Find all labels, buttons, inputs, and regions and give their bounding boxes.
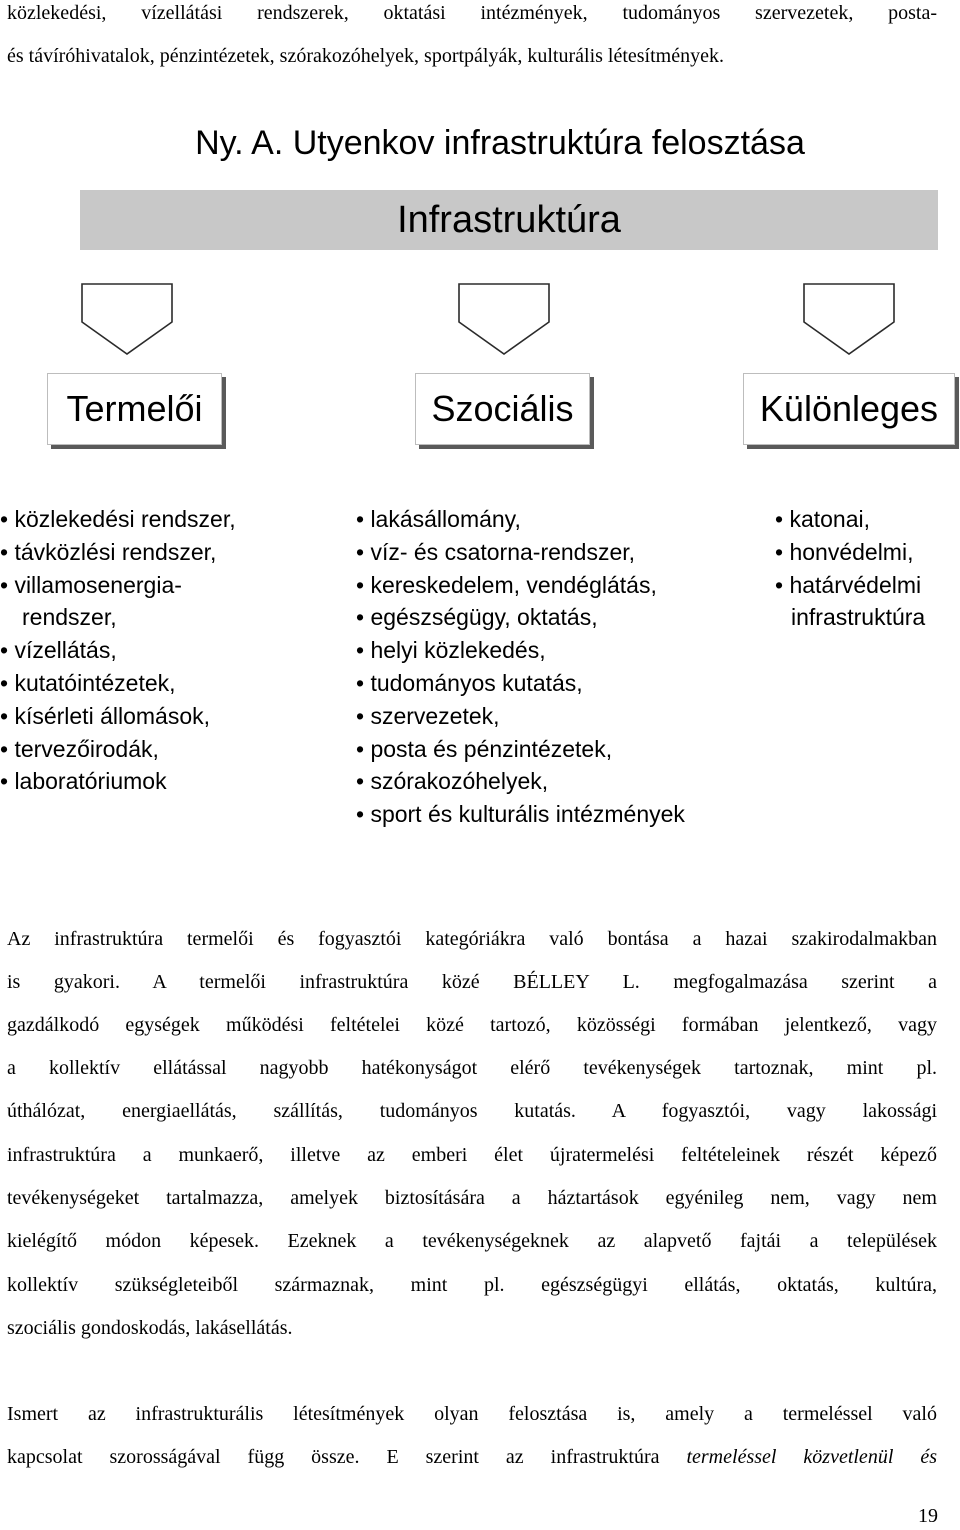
list-item: • kutatóintézetek, <box>0 669 176 696</box>
termeloi-item-list <box>0 503 236 798</box>
paragraph-1-line: Az infrastruktúra termelői és fogyasztói kategóriákra való bontása a hazai szakirodalmakban <box>7 928 937 950</box>
category-label: Szociális <box>431 388 574 429</box>
down-arrow-icon <box>80 282 175 356</box>
category-label: Különleges <box>759 388 939 429</box>
list-item: infrastruktúra <box>791 604 926 631</box>
list-item: • víz- és csatorna-rendszer, <box>356 538 636 565</box>
paragraph-1-line: szociális gondoskodás, lakásellátás. <box>7 1317 293 1339</box>
paragraph-2-line: Ismert az infrastrukturális létesítmények olyan felosztása is, amely a termeléssel való <box>7 1403 937 1425</box>
list-item: • kereskedelem, vendéglátás, <box>356 571 657 598</box>
list-item: rendszer, <box>22 604 117 631</box>
list-item: • honvédelmi, <box>775 538 914 565</box>
list-item: • posta és pénzintézetek, <box>356 735 613 762</box>
top-text-line-1: közlekedési, vízellátási rendszerek, oktatási intézmények, tudományos szervezetek, posta- <box>7 2 937 24</box>
paragraph-1-line: kollektív szükségleteiből származnak, mint pl. egészségügyi ellátás, oktatás, kultúra, <box>7 1274 937 1296</box>
list-item: • tudományos kutatás, <box>356 669 583 696</box>
list-item: • tervezőirodák, <box>0 735 159 762</box>
paragraph-1-line: is gyakori. A termelői infrastruktúra közé BÉLLEY L. megfogalmazása szerint a <box>7 971 937 993</box>
paragraph-2-line <box>7 1446 937 1469</box>
paragraph-1-line: gazdálkodó egységek működési feltételei közé tartozó, közösségi formában jelentkező, vagy <box>7 1014 937 1036</box>
list-item: • katonai, <box>775 506 870 532</box>
banner-label: Infrastruktúra <box>397 198 621 241</box>
list-item: • kísérleti állomások, <box>0 702 211 729</box>
list-item: • laboratóriumok <box>0 768 167 795</box>
list-item: • helyi közlekedés, <box>356 637 546 664</box>
category-termeloi <box>47 373 222 445</box>
page-number: 19 <box>918 1505 938 1527</box>
list-item: • vízellátás, <box>0 637 117 664</box>
list-item: • lakásállomány, <box>356 506 521 532</box>
paragraph-1-line: a kollektív ellátással nagyobb hatékonyságot elérő tevékenységek tartoznak, mint pl. <box>7 1057 937 1079</box>
paragraph-1-line: úthálózat, energiaellátás, szállítás, tudományos kutatás. A fogyasztói, vagy lakossági <box>7 1100 937 1122</box>
list-item: • távközlési rendszer, <box>0 538 217 565</box>
kulonleges-item-list <box>775 503 925 634</box>
list-item: • sport és kulturális intézmények <box>356 801 685 828</box>
list-item: • szervezetek, <box>356 702 500 729</box>
category-szocialis <box>415 373 590 445</box>
list-item: • villamosenergia- <box>0 571 182 598</box>
list-item: • közlekedési rendszer, <box>0 506 236 532</box>
paragraph-2-italic-text: termeléssel közvetlenül és <box>686 1446 937 1468</box>
list-item: • szórakozóhelyek, <box>356 768 549 795</box>
list-item: • egészségügy, oktatás, <box>356 604 598 631</box>
paragraph-2-text: kapcsolat szorosságával függ össze. E szerint az infrastruktúra <box>7 1446 687 1468</box>
down-arrow-icon <box>457 282 552 356</box>
paragraph-1-line: tevékenységeket tartalmazza, amelyek biztosítására a háztartások egyénileg nem, vagy nem <box>7 1187 937 1209</box>
paragraph-1-line: infrastruktúra a munkaerő, illetve az emberi élet újratermelési feltételeinek részét képező <box>7 1144 937 1166</box>
top-text-line-2: és távíróhivatalok, pénzintézetek, szórakozóhelyek, sportpályák, kulturális létesítmények. <box>7 45 724 67</box>
list-item: • határvédelmi <box>775 571 922 598</box>
category-label: Termelői <box>66 388 203 429</box>
paragraph-1-line: kielégítő módon képesek. Ezeknek a tevékenységeknek az alapvető fajtái a települések <box>7 1230 937 1252</box>
szocialis-item-list <box>356 503 685 831</box>
diagram-title: Ny. A. Utyenkov infrastruktúra felosztása <box>195 124 805 162</box>
category-kulonleges <box>743 373 955 445</box>
down-arrow-icon <box>802 282 897 356</box>
infrastructure-banner <box>80 190 938 250</box>
